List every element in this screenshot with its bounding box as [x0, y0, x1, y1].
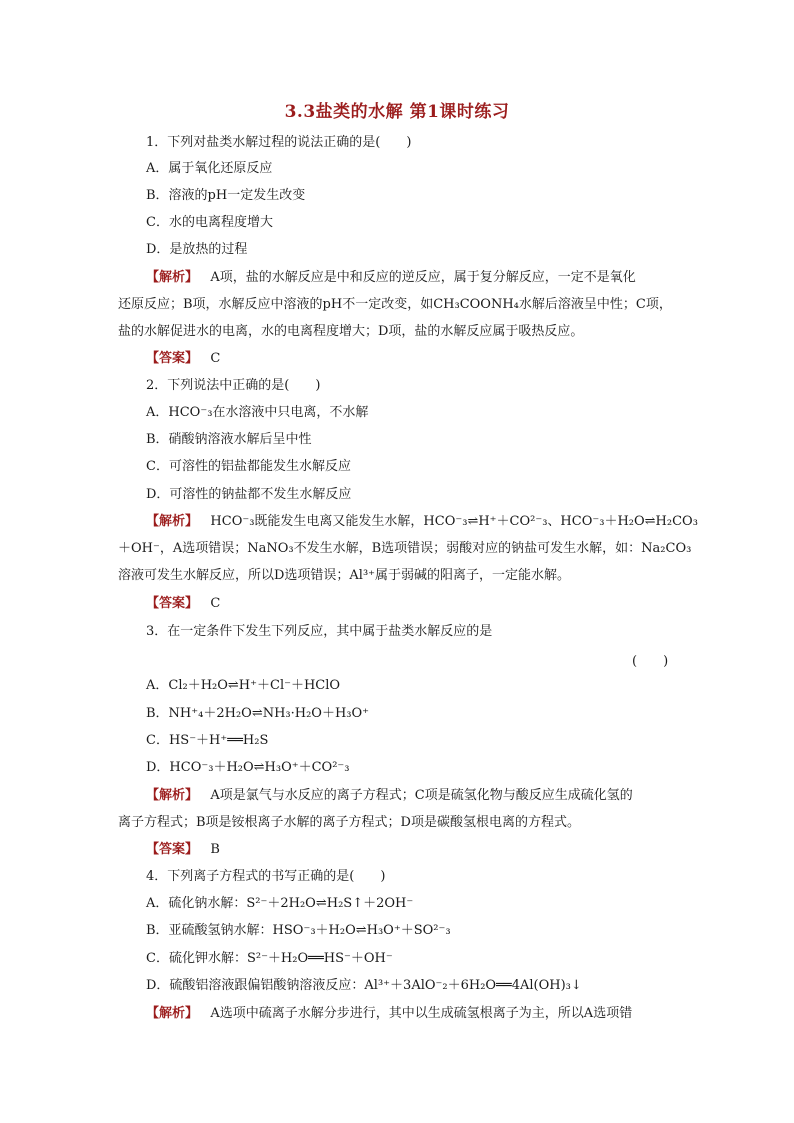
question-3-stem: 3．在一定条件下发生下列反应，其中属于盐类水解反应的是	[146, 624, 493, 639]
question-3-answer-paren: ( )	[632, 654, 669, 669]
question-2-option-c: C．可溶性的铝盐都能发生水解反应	[146, 459, 351, 474]
question-3-analysis-line-1: 【解析】 A项是氯气与水反应的离子方程式；C项是硫氢化物与酸反应生成硫化氢的	[146, 788, 633, 803]
analysis-tag: 【解析】	[146, 270, 199, 285]
question-1-analysis-line-1: 【解析】 A项，盐的水解反应是中和反应的逆反应，属于复分解反应，一定不是氧化	[146, 270, 636, 285]
analysis-tag: 【解析】	[146, 514, 199, 529]
question-3-answer: 【答案】 B	[146, 842, 220, 857]
question-4-analysis-line-1: 【解析】 A选项中硫离子水解分步进行，其中以生成硫氢根离子为主，所以A选项错	[146, 1006, 633, 1021]
question-4-option-c: C．硫化钾水解：S²⁻＋H₂O══HS⁻＋OH⁻	[146, 951, 393, 966]
question-1-analysis-line-2: 还原反应；B项，水解反应中溶液的pH不一定改变，如CH₃COONH₄水解后溶液呈中性；C项，	[118, 297, 672, 312]
page-title: 3.3盐类的水解 第1课时练习	[284, 102, 510, 122]
question-3-option-a: A．Cl₂＋H₂O⇌H⁺＋Cl⁻＋HClO	[146, 678, 341, 693]
question-2-stem: 2．下列说法中正确的是( )	[146, 378, 321, 393]
question-2-option-d: D．可溶性的钠盐都不发生水解反应	[146, 487, 352, 502]
question-3-option-d: D．HCO⁻₃＋H₂O⇌H₃O⁺＋CO²⁻₃	[146, 760, 350, 775]
question-4-option-d: D．硫酸铝溶液跟偏铝酸钠溶液反应：Al³⁺＋3AlO⁻₂＋6H₂O══4Al(OH)₃↓	[146, 978, 582, 993]
question-1-answer: 【答案】 C	[146, 351, 221, 366]
answer-tag: 【答案】	[146, 351, 199, 366]
answer-tag: 【答案】	[146, 842, 199, 857]
question-4-option-b: B．亚硫酸氢钠水解：HSO⁻₃＋H₂O⇌H₃O⁺＋SO²⁻₃	[146, 923, 451, 938]
answer-tag: 【答案】	[146, 596, 199, 611]
question-3-option-c: C．HS⁻＋H⁺══H₂S	[146, 733, 269, 748]
question-2-analysis-line-1: 【解析】 HCO⁻₃既能发生电离又能发生水解，HCO⁻₃⇌H⁺＋CO²⁻₃、HCO⁻₃＋H₂O⇌H₂CO₃	[146, 514, 698, 529]
question-4-stem: 4．下列离子方程式的书写正确的是( )	[146, 869, 386, 884]
question-2-answer: 【答案】 C	[146, 596, 221, 611]
question-1-option-d: D．是放热的过程	[146, 242, 248, 257]
question-1-option-c: C．水的电离程度增大	[146, 215, 273, 230]
analysis-tag: 【解析】	[146, 1006, 199, 1021]
question-2-analysis-line-3: 溶液可发生水解反应，所以D选项错误；Al³⁺属于弱碱的阳离子，一定能水解。	[118, 568, 571, 583]
question-3-option-b: B．NH⁺₄＋2H₂O⇌NH₃·H₂O＋H₃O⁺	[146, 706, 370, 721]
question-1-option-a: A．属于氧化还原反应	[146, 161, 273, 176]
question-3-analysis-line-2: 离子方程式；B项是铵根离子水解的离子方程式；D项是碳酸氢根电离的方程式。	[118, 815, 580, 830]
question-1-analysis-line-3: 盐的水解促进水的电离，水的电离程度增大；D项，盐的水解反应属于吸热反应。	[118, 324, 584, 339]
question-2-option-a: A．HCO⁻₃在水溶液中只电离，不水解	[146, 405, 369, 420]
question-1-option-b: B．溶液的pH一定发生改变	[146, 188, 306, 203]
question-2-analysis-line-2: ＋OH⁻，A选项错误；NaNO₃不发生水解，B选项错误；弱酸对应的钠盐可发生水解，如：Na₂CO₃	[118, 541, 692, 556]
question-4-option-a: A．硫化钠水解：S²⁻＋2H₂O⇌H₂S↑＋2OH⁻	[146, 896, 414, 911]
analysis-tag: 【解析】	[146, 788, 199, 803]
question-2-option-b: B．硝酸钠溶液水解后呈中性	[146, 432, 312, 447]
question-1-stem: 1．下列对盐类水解过程的说法正确的是( )	[146, 135, 412, 150]
